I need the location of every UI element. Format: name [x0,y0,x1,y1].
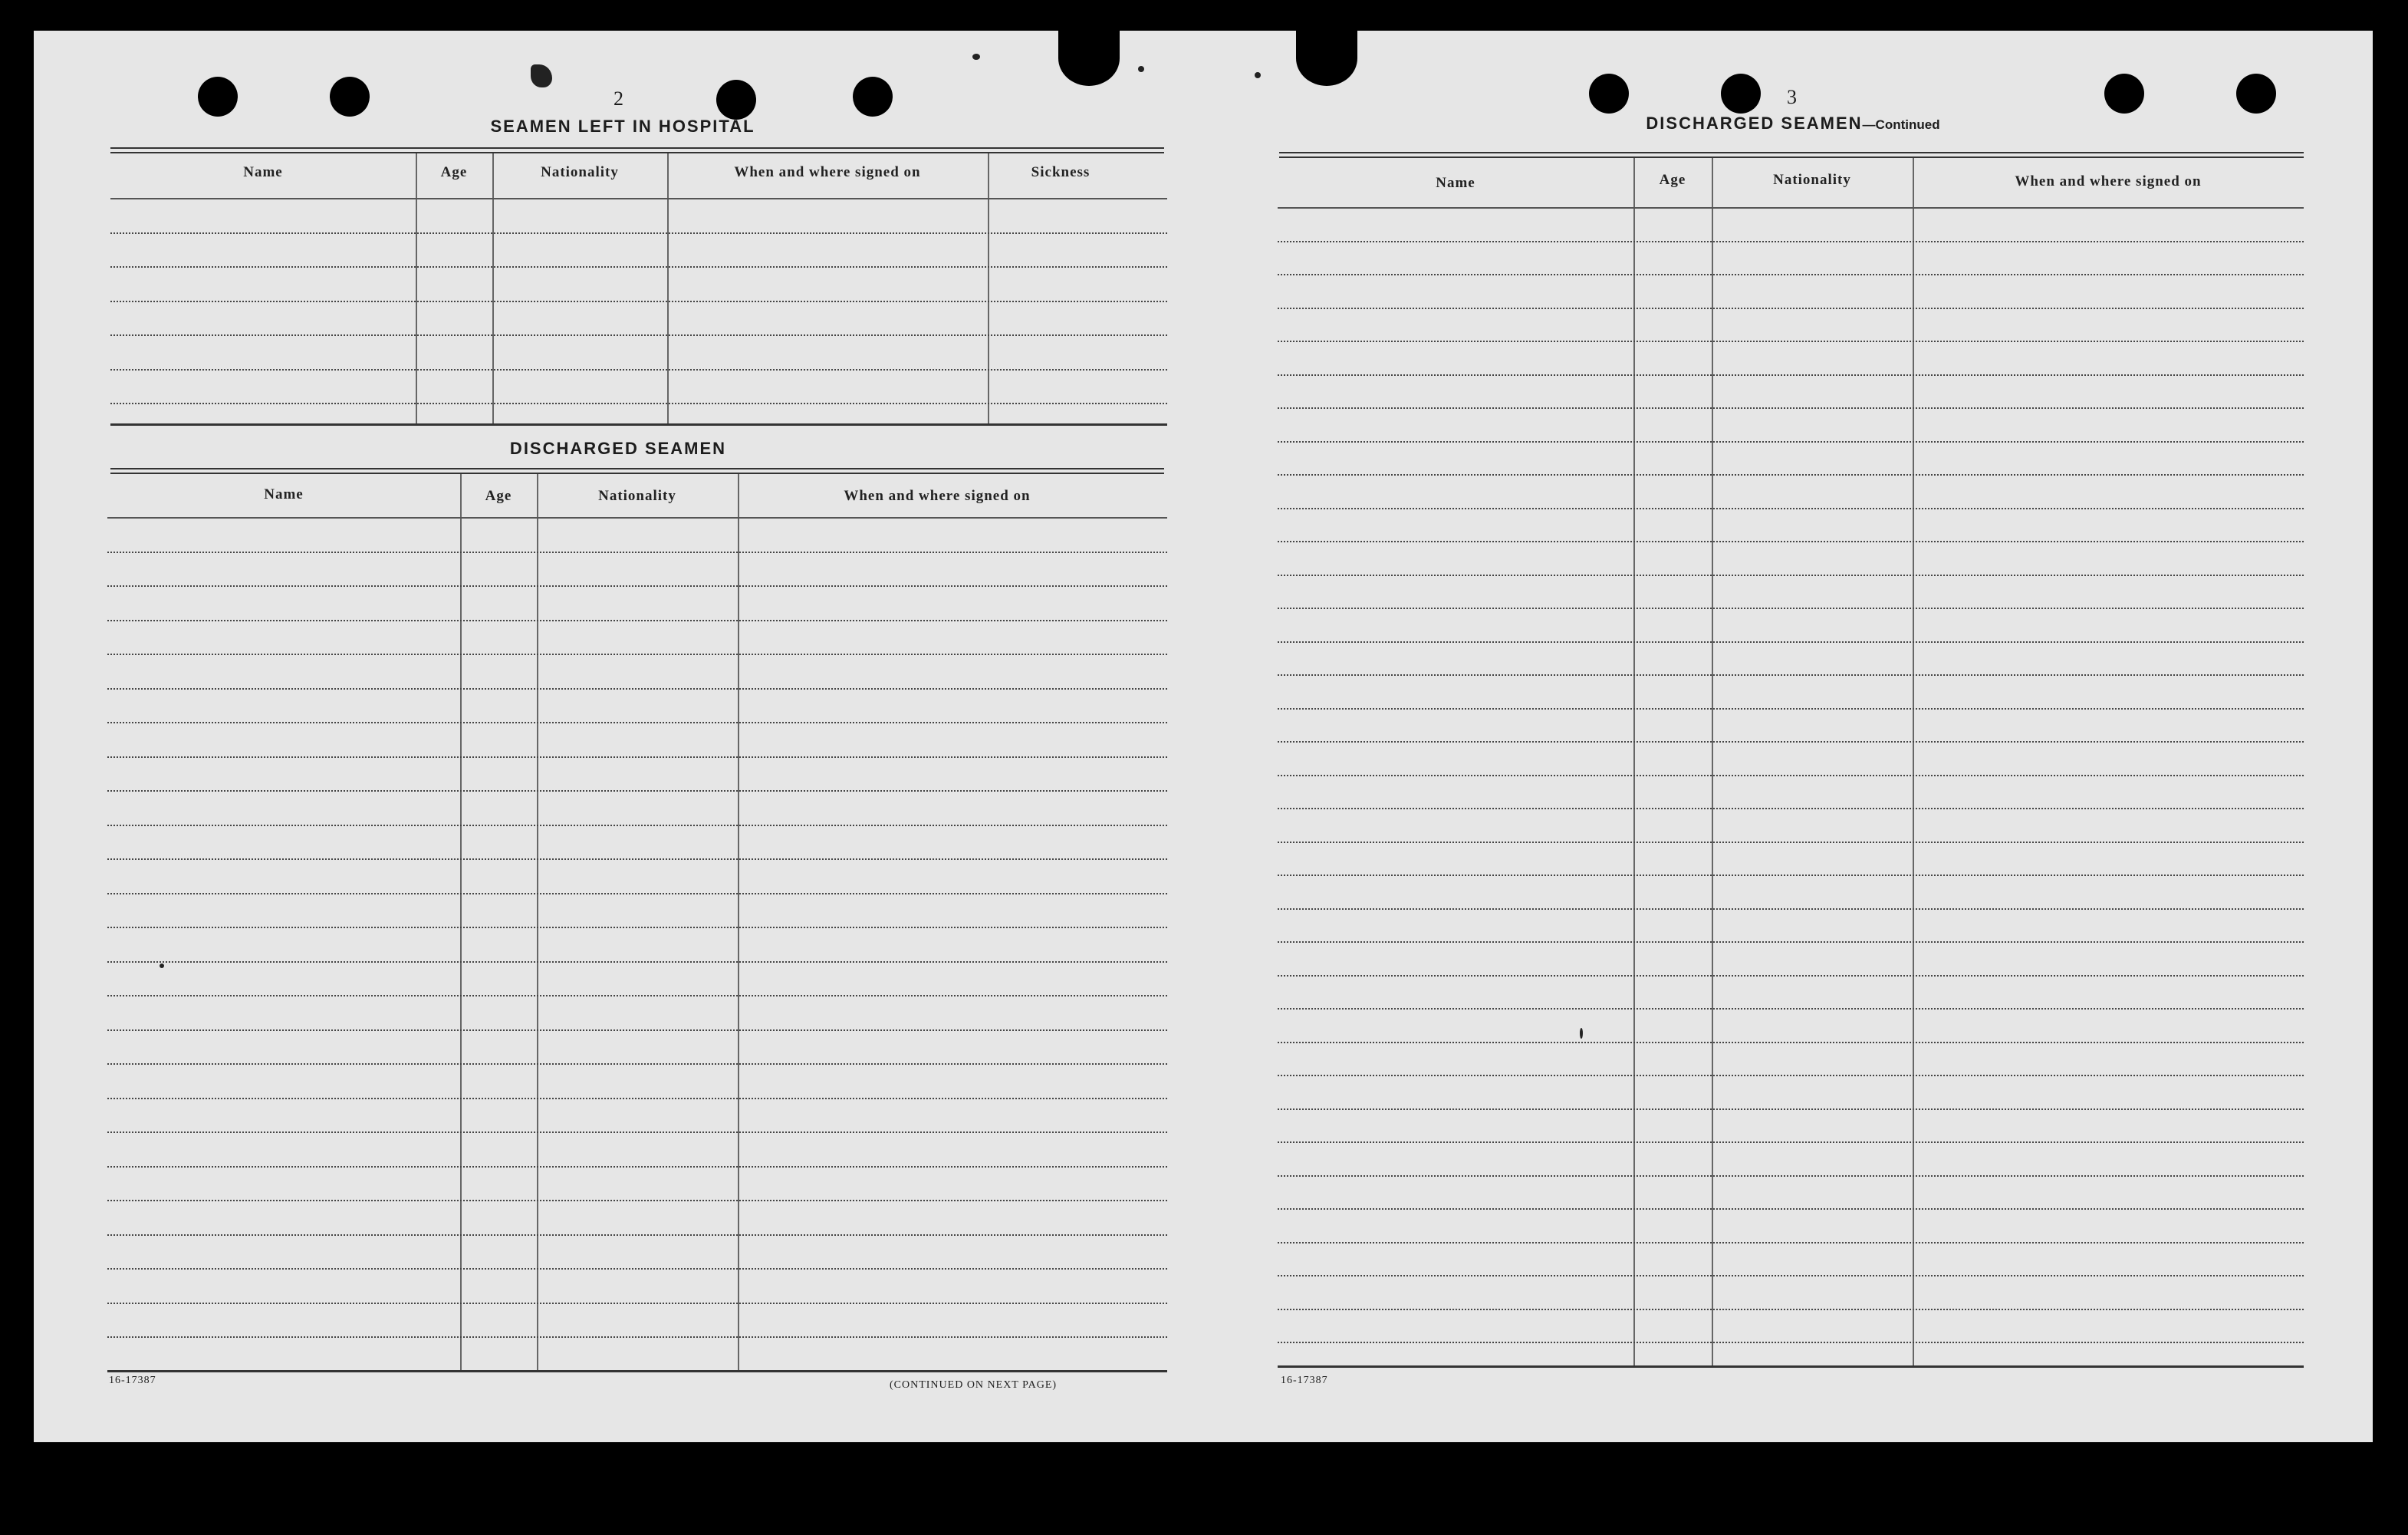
entry-row-line [107,1098,1167,1099]
entry-row-line [107,654,1167,655]
form-number: 16-17387 [1281,1375,1328,1386]
entry-row-line [110,301,1167,302]
entry-row-line [107,790,1167,792]
page-number: 2 [614,87,623,110]
entry-row-line [107,1200,1167,1201]
entry-row-line [1278,1108,2304,1110]
entry-row-line [1278,508,2304,509]
entry-row-line [107,995,1167,996]
column-divider [416,153,417,425]
entry-row-line [1278,474,2304,476]
entry-row-line [107,620,1167,621]
table-bottom-rule [1278,1365,2304,1368]
column-divider [1633,158,1635,1367]
section-title: SEAMEN LEFT IN HOSPITAL [490,117,755,136]
column-header-name: Name [264,486,304,502]
entry-row-line [107,825,1167,826]
entry-row-line [110,369,1167,371]
entry-row-line [1278,708,2304,710]
punch-hole [1589,74,1629,114]
entry-row-line [107,1131,1167,1133]
entry-row-line [107,756,1167,758]
entry-row-line [107,552,1167,553]
entry-row-line [1278,1208,2304,1210]
entry-row-line [110,232,1167,234]
entry-row-line [107,961,1167,963]
entry-row-line [1278,1175,2304,1177]
entry-row-line [107,1029,1167,1031]
double-rule [1279,152,2304,158]
column-header-nationality: Nationality [598,488,676,504]
continued-note: (CONTINUED ON NEXT PAGE) [890,1379,1058,1391]
entry-row-line [1278,407,2304,409]
entry-row-line [110,403,1167,404]
entry-row-line [110,266,1167,268]
column-header-age: Age [485,488,512,504]
entry-row-line [1278,441,2304,443]
entry-row-line [1278,941,2304,943]
page-number: 3 [1787,86,1797,108]
discharged-table [107,474,1167,1372]
punch-hole [330,77,370,117]
column-header-name: Name [243,164,283,180]
column-divider [460,474,462,1372]
form-number: 16-17387 [109,1375,156,1386]
ink-mark [1255,72,1261,78]
column-divider [667,153,669,425]
entry-row-line [1278,241,2304,242]
entry-row-line [107,688,1167,690]
ink-mark [160,963,164,968]
table-bottom-rule [107,1370,1167,1372]
entry-row-line [107,927,1167,928]
column-divider [1913,158,1914,1367]
punch-hole [853,77,893,117]
entry-row-line [1278,341,2304,342]
column-header-age: Age [1659,172,1686,188]
entry-row-line [1278,908,2304,910]
table-bottom-rule [110,423,1167,426]
column-header-name: Name [1436,175,1475,191]
header-rule [1278,207,2304,209]
double-rule [110,468,1164,474]
entry-row-line [1278,641,2304,643]
entry-row-line [1278,1075,2304,1076]
entry-row-line [107,1268,1167,1270]
entry-row-line [1278,1008,2304,1010]
column-header-sickness: Sickness [1031,164,1091,180]
entry-row-line [107,858,1167,860]
entry-row-line [107,722,1167,723]
entry-row-line [107,585,1167,587]
double-rule [110,147,1164,153]
entry-row-line [1278,775,2304,776]
entry-row-line [1278,1342,2304,1343]
column-header-nationality: Nationality [541,164,619,180]
column-divider [988,153,989,425]
ink-mark [1138,66,1144,72]
entry-row-line [110,334,1167,336]
punch-hole [198,77,238,117]
header-rule [110,198,1167,199]
entry-row-line [1278,608,2304,609]
column-header-signed-on: When and where signed on [2015,173,2202,189]
entry-row-line [1278,274,2304,275]
punch-hole [2236,74,2276,114]
entry-row-line [1278,674,2304,676]
entry-row-line [107,893,1167,894]
column-header-signed-on: When and where signed on [844,488,1031,504]
entry-row-line [1278,1309,2304,1310]
column-divider [738,474,739,1372]
header-rule [107,517,1167,519]
entry-row-line [1278,308,2304,309]
entry-row-line [1278,1141,2304,1143]
entry-row-line [1278,1275,2304,1276]
column-header-nationality: Nationality [1773,172,1851,188]
entry-row-line [1278,1042,2304,1043]
entry-row-line [1278,808,2304,809]
entry-row-line [1278,1242,2304,1243]
entry-row-line [107,1336,1167,1338]
entry-row-line [1278,975,2304,977]
entry-row-line [107,1234,1167,1236]
ink-mark [1580,1028,1583,1039]
entry-row-line [1278,575,2304,576]
entry-row-line [107,1063,1167,1065]
hospital-table [110,153,1167,425]
ink-mark [531,64,552,87]
column-header-age: Age [440,164,468,180]
entry-row-line [1278,842,2304,843]
section-title: DISCHARGED SEAMEN [509,439,727,458]
punch-hole [2104,74,2144,114]
column-header-signed-on: When and where signed on [734,164,921,180]
column-divider [1712,158,1713,1367]
section-title: DISCHARGED SEAMEN—Continued [1646,114,1940,133]
entry-row-line [107,1303,1167,1304]
torn-edge-notch [1296,31,1357,86]
punch-hole [716,80,756,120]
column-divider [537,474,538,1372]
column-divider [492,153,494,425]
entry-row-line [1278,374,2304,376]
punch-hole [1721,74,1761,114]
torn-edge-notch [1058,31,1120,86]
entry-row-line [1278,875,2304,876]
entry-row-line [1278,741,2304,743]
entry-row-line [1278,541,2304,542]
ink-mark [972,54,980,60]
discharged-table [1278,158,2304,1367]
entry-row-line [107,1166,1167,1168]
scanned-form-sheet [34,31,2373,1442]
